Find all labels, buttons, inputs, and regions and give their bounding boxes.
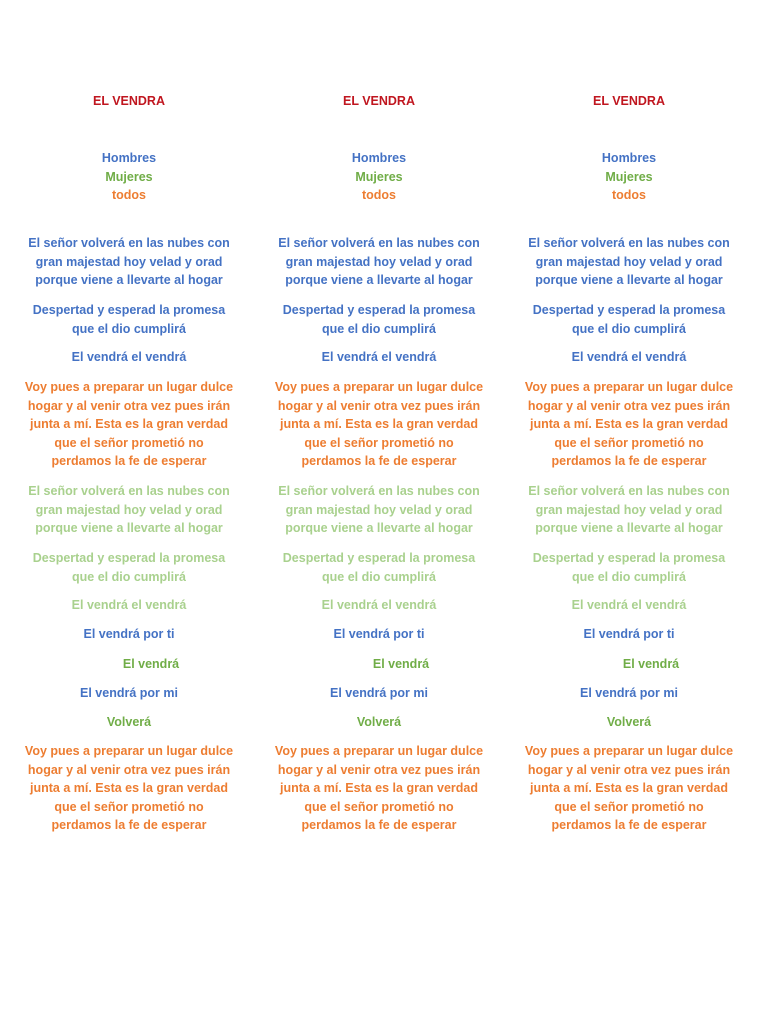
stanza-7 xyxy=(514,596,744,615)
lyric-line: porque viene a llevarte al hogar xyxy=(285,273,473,288)
lyric-line: perdamos la fe de esperar xyxy=(301,818,457,833)
lyric-line: Despertad y esperad la promesa xyxy=(282,303,476,317)
stanza-1 xyxy=(14,234,244,290)
lyric-line: Voy pues a preparar un lugar dulce xyxy=(24,744,234,758)
legend-women: Mujeres xyxy=(105,170,153,184)
lyric-line: Volverá xyxy=(356,715,402,729)
lyric-line: que el señor prometió no xyxy=(554,435,704,450)
lyric-line: Voy pues a preparar un lugar dulce xyxy=(524,744,734,758)
lyric-line: El vendrá el vendrá xyxy=(571,598,687,612)
lyric-line: perdamos la fe de esperar xyxy=(551,818,707,833)
stanza-11 xyxy=(264,713,494,732)
lyric-line: El vendrá por ti xyxy=(83,627,175,641)
lyric-line: Voy pues a preparar un lugar dulce xyxy=(274,744,484,758)
stanza-6 xyxy=(514,549,744,586)
stanza-3 xyxy=(14,348,244,367)
lyric-line: Voy pues a preparar un lugar dulce xyxy=(274,380,484,394)
legend-all: todos xyxy=(361,188,397,202)
lyric-line: que el señor prometió no xyxy=(304,435,454,450)
lyric-line: Despertad y esperad la promesa xyxy=(532,303,726,317)
lyric-line: hogar y al venir otra vez pues irán xyxy=(527,398,731,413)
song-title: EL VENDRA xyxy=(592,94,665,108)
lyric-line: El vendrá el vendrá xyxy=(71,350,187,364)
stanza-11 xyxy=(14,713,244,732)
lyric-line: porque viene a llevarte al hogar xyxy=(535,521,723,536)
lyric-line: hogar y al venir otra vez pues irán xyxy=(527,762,731,777)
stanza-8 xyxy=(264,625,494,644)
lyric-line: Despertad y esperad la promesa xyxy=(32,551,226,565)
stanza-7 xyxy=(14,596,244,615)
lyric-line: junta a mí. Esta es la gran verdad xyxy=(530,417,728,432)
lyric-line: porque viene a llevarte al hogar xyxy=(35,273,223,288)
lyric-line: El señor volverá en las nubes con xyxy=(278,484,480,498)
lyric-line: Volverá xyxy=(106,715,152,729)
stanza-5 xyxy=(264,482,494,538)
stanza-8 xyxy=(514,625,744,644)
lyric-line: que el señor prometió no xyxy=(54,799,204,814)
stanza-2 xyxy=(264,301,494,338)
lyric-line: El vendrá el vendrá xyxy=(321,350,437,364)
stanza-1 xyxy=(264,234,494,290)
lyric-line: porque viene a llevarte al hogar xyxy=(35,521,223,536)
lyric-line: perdamos la fe de esperar xyxy=(51,454,207,469)
lyric-line: gran majestad hoy velad y orad xyxy=(285,502,473,517)
lyric-line: junta a mí. Esta es la gran verdad xyxy=(30,781,228,796)
lyric-line: El vendrá por ti xyxy=(583,627,675,641)
lyric-line: perdamos la fe de esperar xyxy=(51,818,207,833)
lyric-line: hogar y al venir otra vez pues irán xyxy=(277,398,481,413)
stanza-11 xyxy=(514,713,744,732)
lyric-line: que el dio cumplirá xyxy=(322,321,436,336)
lyrics-column-2 xyxy=(264,0,494,1024)
lyric-line: El vendrá por mi xyxy=(330,686,428,700)
stanza-3 xyxy=(264,348,494,367)
lyric-line: que el dio cumplirá xyxy=(72,321,186,336)
lyric-line: El vendrá el vendrá xyxy=(71,598,187,612)
lyric-line: que el dio cumplirá xyxy=(322,569,436,584)
stanza-8 xyxy=(14,625,244,644)
lyric-line: que el dio cumplirá xyxy=(72,569,186,584)
legend-all: todos xyxy=(111,188,147,202)
stanza-2 xyxy=(14,301,244,338)
song-title: EL VENDRA xyxy=(342,94,415,108)
lyrics-column-3 xyxy=(514,0,744,1024)
lyric-line: El señor volverá en las nubes con xyxy=(28,236,230,250)
lyric-line: Voy pues a preparar un lugar dulce xyxy=(524,380,734,394)
stanza-12 xyxy=(14,742,244,835)
lyric-line: hogar y al venir otra vez pues irán xyxy=(27,762,231,777)
lyric-line: que el señor prometió no xyxy=(304,799,454,814)
lyric-line: Despertad y esperad la promesa xyxy=(32,303,226,317)
lyric-line: junta a mí. Esta es la gran verdad xyxy=(530,781,728,796)
legend-men: Hombres xyxy=(351,151,407,165)
stanza-9 xyxy=(286,655,516,674)
lyric-line: junta a mí. Esta es la gran verdad xyxy=(30,417,228,432)
lyric-line: que el dio cumplirá xyxy=(572,321,686,336)
lyric-line: que el señor prometió no xyxy=(554,799,704,814)
lyric-line: El señor volverá en las nubes con xyxy=(278,236,480,250)
stanza-6 xyxy=(264,549,494,586)
lyric-line: gran majestad hoy velad y orad xyxy=(535,254,723,269)
song-title: EL VENDRA xyxy=(92,94,165,108)
stanza-9 xyxy=(536,655,766,674)
lyric-line: porque viene a llevarte al hogar xyxy=(535,273,723,288)
stanza-10 xyxy=(264,684,494,703)
lyric-line: El señor volverá en las nubes con xyxy=(28,484,230,498)
stanza-3 xyxy=(514,348,744,367)
stanza-5 xyxy=(14,482,244,538)
lyric-line: El señor volverá en las nubes con xyxy=(528,236,730,250)
lyric-line: Despertad y esperad la promesa xyxy=(532,551,726,565)
stanza-9 xyxy=(36,655,266,674)
lyric-line: perdamos la fe de esperar xyxy=(551,454,707,469)
lyric-line: gran majestad hoy velad y orad xyxy=(35,502,223,517)
lyric-line: perdamos la fe de esperar xyxy=(301,454,457,469)
lyric-line: que el dio cumplirá xyxy=(572,569,686,584)
lyric-line: El vendrá xyxy=(622,657,680,671)
legend-men: Hombres xyxy=(101,151,157,165)
lyric-line: El vendrá por mi xyxy=(580,686,678,700)
stanza-10 xyxy=(14,684,244,703)
stanza-7 xyxy=(264,596,494,615)
stanza-5 xyxy=(514,482,744,538)
stanza-10 xyxy=(514,684,744,703)
lyric-line: junta a mí. Esta es la gran verdad xyxy=(280,417,478,432)
stanza-6 xyxy=(14,549,244,586)
lyric-line: El vendrá xyxy=(372,657,430,671)
lyric-line: El vendrá por mi xyxy=(80,686,178,700)
lyric-line: El vendrá xyxy=(122,657,180,671)
legend-men: Hombres xyxy=(601,151,657,165)
lyric-line: gran majestad hoy velad y orad xyxy=(35,254,223,269)
lyric-line: porque viene a llevarte al hogar xyxy=(285,521,473,536)
stanza-4 xyxy=(514,378,744,471)
lyric-line: gran majestad hoy velad y orad xyxy=(535,502,723,517)
lyric-line: gran majestad hoy velad y orad xyxy=(285,254,473,269)
lyric-line: Despertad y esperad la promesa xyxy=(282,551,476,565)
legend-all: todos xyxy=(611,188,647,202)
lyric-line: Voy pues a preparar un lugar dulce xyxy=(24,380,234,394)
stanza-2 xyxy=(514,301,744,338)
stanza-4 xyxy=(14,378,244,471)
legend-women: Mujeres xyxy=(605,170,653,184)
lyric-line: Volverá xyxy=(606,715,652,729)
stanza-12 xyxy=(514,742,744,835)
lyric-line: que el señor prometió no xyxy=(54,435,204,450)
lyric-line: El señor volverá en las nubes con xyxy=(528,484,730,498)
lyric-line: hogar y al venir otra vez pues irán xyxy=(27,398,231,413)
lyric-line: El vendrá el vendrá xyxy=(321,598,437,612)
lyric-line: El vendrá por ti xyxy=(333,627,425,641)
stanza-12 xyxy=(264,742,494,835)
lyrics-column-1 xyxy=(14,0,244,1024)
lyric-line: El vendrá el vendrá xyxy=(571,350,687,364)
lyric-line: junta a mí. Esta es la gran verdad xyxy=(280,781,478,796)
stanza-4 xyxy=(264,378,494,471)
stanza-1 xyxy=(514,234,744,290)
lyric-line: hogar y al venir otra vez pues irán xyxy=(277,762,481,777)
legend-women: Mujeres xyxy=(355,170,403,184)
